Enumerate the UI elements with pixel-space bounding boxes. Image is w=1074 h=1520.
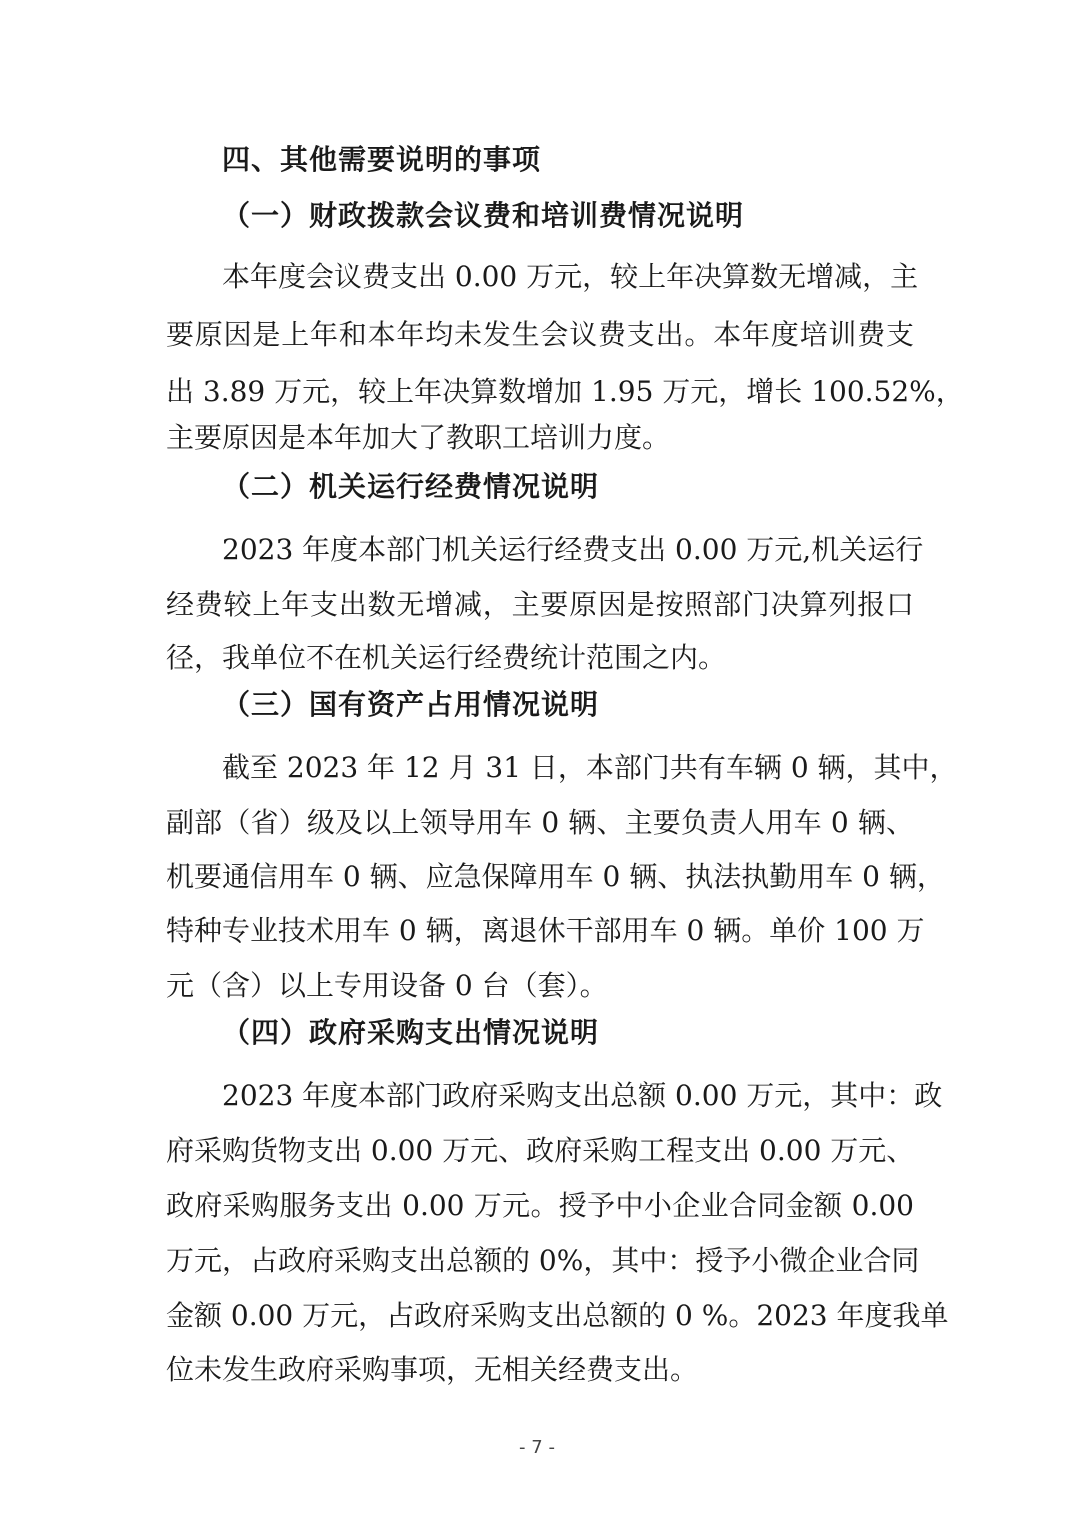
paragraph-line: 机要通信用车 0 辆、应急保障用车 0 辆、执法执勤用车 0 辆，: [166, 860, 945, 893]
subsection-heading-4: （四）政府采购支出情况说明: [222, 1016, 600, 1049]
paragraph-line: 截至 2023 年 12 月 31 日，本部门共有车辆 0 辆，其中，: [222, 751, 958, 784]
paragraph-line: 特种专业技术用车 0 辆，离退休干部用车 0 辆。单价 100 万: [166, 914, 925, 947]
paragraph-line: 本年度会议费支出 0.00 万元，较上年决算数无增减，主: [222, 260, 919, 293]
subsection-heading-3: （三）国有资产占用情况说明: [222, 688, 600, 721]
section-title: 四、其他需要说明的事项: [222, 143, 542, 176]
paragraph-line: 要原因是上年和本年均未发生会议费支出。本年度培训费支: [166, 318, 914, 351]
paragraph-line: 副部（省）级及以上领导用车 0 辆、主要负责人用车 0 辆、: [166, 806, 914, 839]
subsection-heading-2: （二）机关运行经费情况说明: [222, 470, 600, 503]
paragraph-line: 位未发生政府采购事项，无相关经费支出。: [166, 1353, 699, 1386]
paragraph-line: 元（含）以上专用设备 0 台（套）。: [166, 969, 608, 1002]
paragraph-line: 主要原因是本年加大了教职工培训力度。: [166, 421, 671, 454]
paragraph-line: 府采购货物支出 0.00 万元、政府采购工程支出 0.00 万元、: [166, 1134, 915, 1167]
paragraph-line: 经费较上年支出数无增减，主要原因是按照部门决算列报口: [166, 588, 914, 621]
page-number: - 7 -: [519, 1437, 555, 1458]
subsection-heading-1: （一）财政拨款会议费和培训费情况说明: [222, 199, 745, 232]
paragraph-line: 金额 0.00 万元，占政府采购支出总额的 0 %。2023 年度我单: [166, 1299, 949, 1332]
paragraph-line: 径，我单位不在机关运行经费统计范围之内。: [166, 641, 727, 674]
paragraph-line: 2023 年度本部门政府采购支出总额 0.00 万元，其中：政: [222, 1079, 943, 1112]
paragraph-line: 万元，占政府采购支出总额的 0%，其中：授予小微企业合同: [166, 1244, 920, 1277]
paragraph-line: 2023 年度本部门机关运行经费支出 0.00 万元,机关运行: [222, 533, 924, 566]
paragraph-line: 政府采购服务支出 0.00 万元。授予中小企业合同金额 0.00: [166, 1189, 914, 1222]
paragraph-line: 出 3.89 万元，较上年决算数增加 1.95 万元，增长 100.52%，: [166, 375, 964, 408]
